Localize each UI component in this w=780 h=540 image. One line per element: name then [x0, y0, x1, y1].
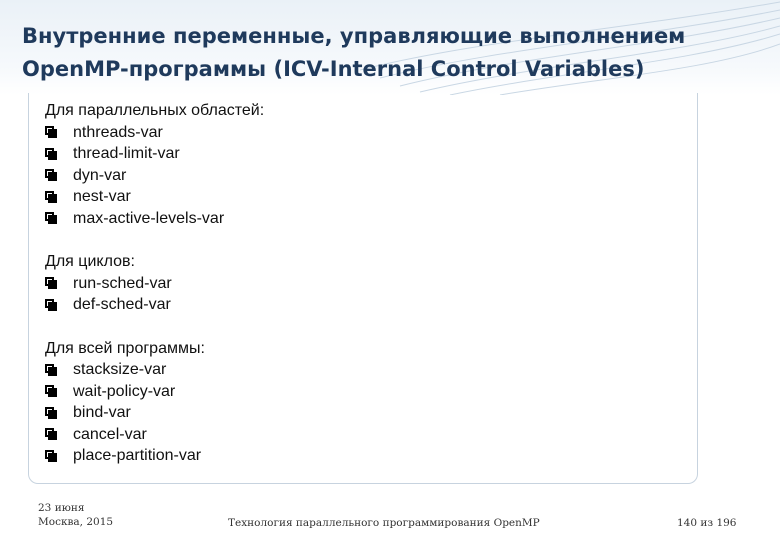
- square-bullet-icon: [45, 169, 57, 181]
- list-item-label: stacksize-var: [73, 361, 167, 378]
- list-item: [45, 402, 264, 424]
- list-item: [45, 445, 264, 467]
- title-line-1: Внутренние переменные, управляющие выполнением: [22, 24, 686, 48]
- list-item: [45, 165, 264, 187]
- list-item-label: run-sched-var: [73, 274, 172, 292]
- list-item: [45, 208, 264, 230]
- list-item-label: place-partition-var: [73, 447, 202, 464]
- square-bullet-icon: [45, 126, 57, 138]
- square-bullet-icon: [45, 450, 57, 462]
- list-item: [45, 186, 264, 208]
- list-item-label: def-sched-var: [73, 296, 171, 313]
- list-item: [45, 294, 264, 316]
- list-item: [45, 381, 264, 403]
- list-item: [45, 273, 264, 295]
- list-item: [45, 359, 264, 381]
- list-item-label: wait-policy-var: [73, 382, 176, 400]
- list-item-label: nest-var: [73, 188, 131, 205]
- footer-page-number: 140 из 196: [677, 517, 737, 529]
- title-line-2: OpenMP-программы (ICV-Internal Control Variables): [22, 57, 645, 81]
- section-loops: [45, 251, 264, 316]
- list-item-label: bind-var: [73, 404, 131, 421]
- list-item-label: dyn-var: [73, 166, 127, 184]
- section-parallel-regions: [45, 100, 264, 229]
- list-item: [45, 122, 264, 144]
- square-bullet-icon: [45, 364, 57, 376]
- square-bullet-icon: [45, 277, 57, 289]
- square-bullet-icon: [45, 407, 57, 419]
- list-item-label: thread-limit-var: [73, 145, 180, 162]
- square-bullet-icon: [45, 299, 57, 311]
- footer-course-title: Технология параллельного программирования OpenMP: [228, 517, 540, 529]
- list-item: [45, 143, 264, 165]
- section-whole-program: [45, 338, 264, 467]
- list-item: [45, 424, 264, 446]
- page-title: [22, 20, 762, 86]
- section-title: Для циклов:: [45, 253, 135, 270]
- square-bullet-icon: [45, 385, 57, 397]
- list-item-label: cancel-var: [73, 425, 147, 443]
- list-item-label: max-active-levels-var: [73, 209, 225, 227]
- footer-date-line-2: Москва, 2015: [38, 516, 114, 528]
- square-bullet-icon: [45, 428, 57, 440]
- slide-content: [45, 100, 264, 467]
- square-bullet-icon: [45, 212, 57, 224]
- footer-date-line-1: 23 июня: [38, 502, 85, 514]
- footer-date: [38, 501, 113, 529]
- section-title: Для всей программы:: [45, 339, 205, 357]
- list-item-label: nthreads-var: [73, 123, 163, 141]
- square-bullet-icon: [45, 148, 57, 160]
- section-title: Для параллельных областей:: [45, 102, 265, 119]
- square-bullet-icon: [45, 191, 57, 203]
